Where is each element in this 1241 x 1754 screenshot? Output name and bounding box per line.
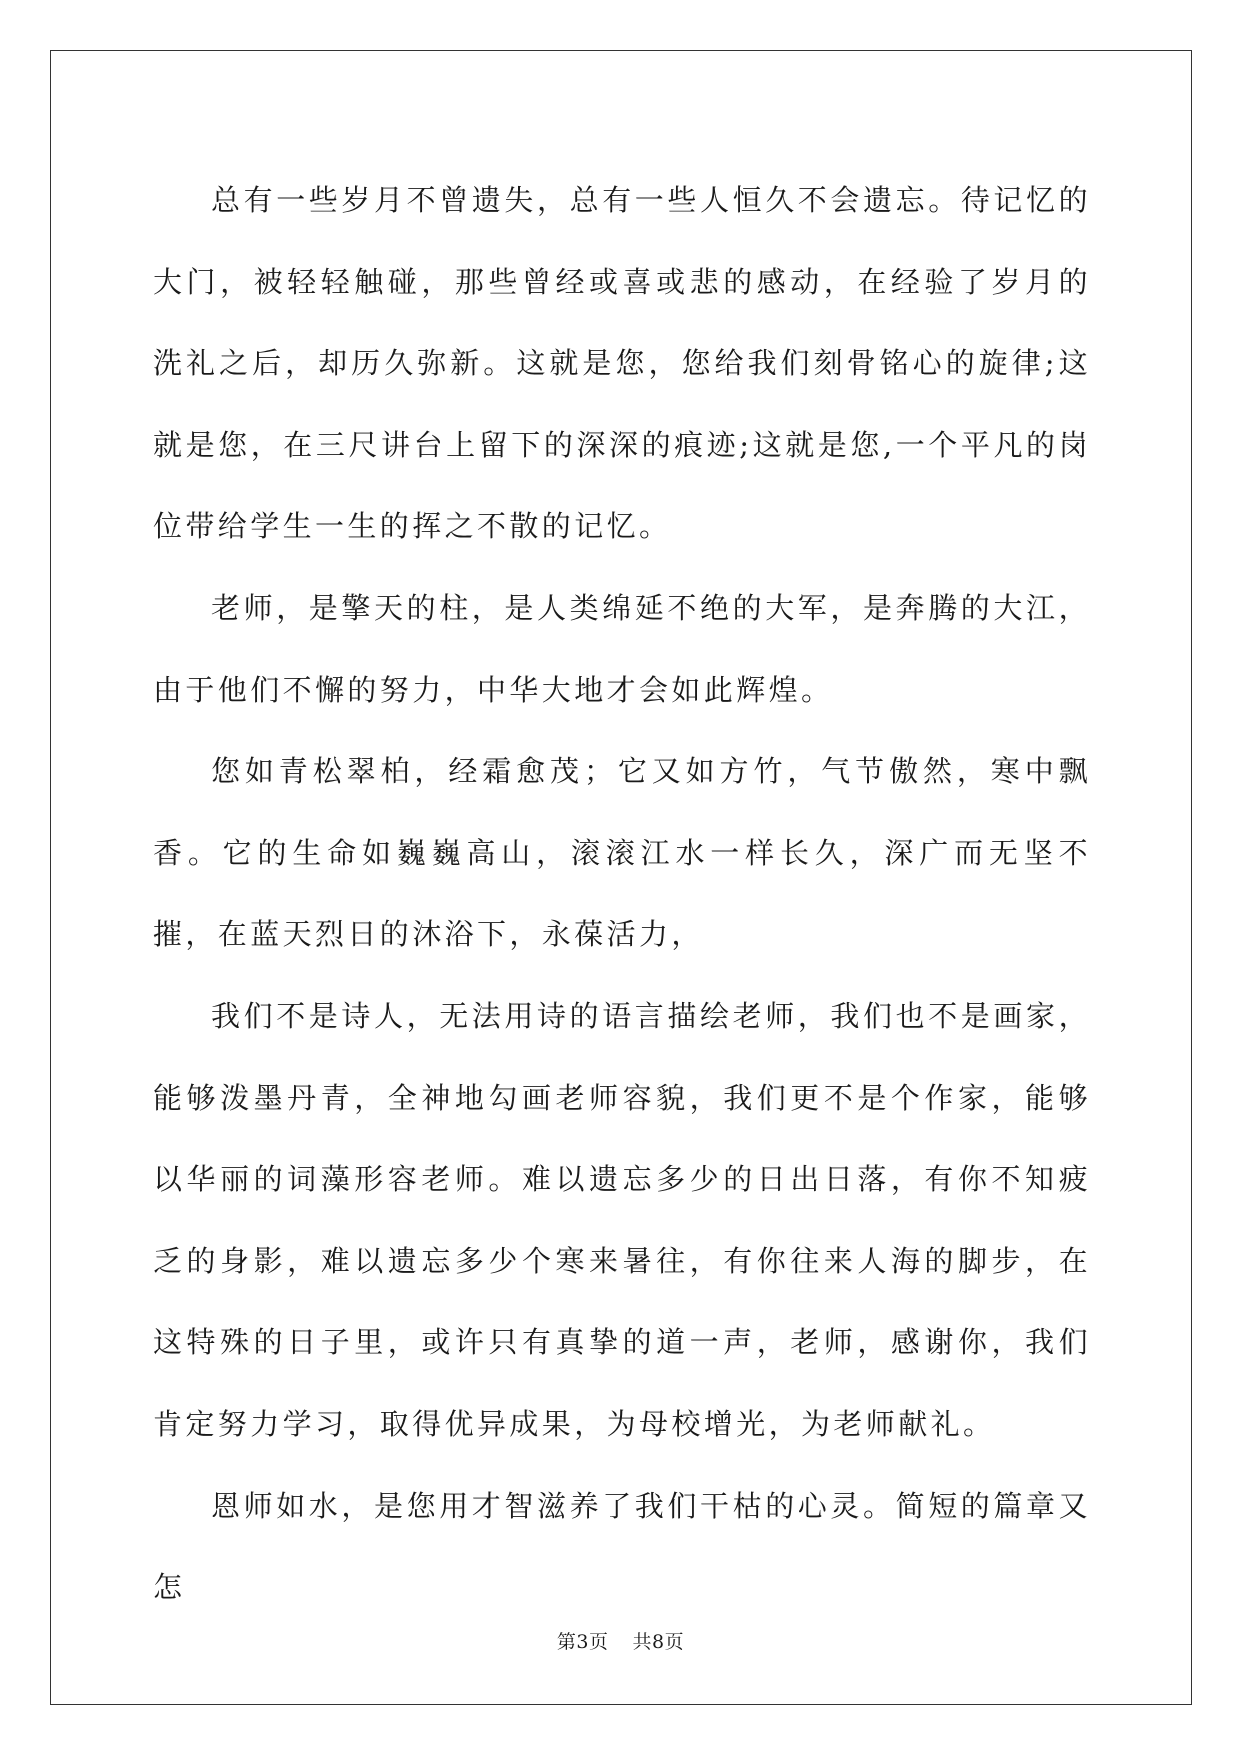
- paragraph: 总有一些岁月不曾遗失，总有一些人恒久不会遗忘。待记忆的大门，被轻轻触碰，那些曾经或喜或悲的感动，在经验了岁月的洗礼之后，却历久弥新。这就是您，您给我们刻骨铭心的旋律;这就是您，在三尺讲台上留下的深深的痕迹;这就是您,一个平凡的岗位带给学生一生的挥之不散的记忆。: [153, 183, 1091, 544]
- document-body: [153, 160, 1091, 1629]
- paragraph: 我们不是诗人，无法用诗的语言描绘老师，我们也不是画家，能够泼墨丹青，全神地勾画老师容貌，我们更不是个作家，能够以华丽的词藻形容老师。难以遗忘多少的日出日落，有你不知疲乏的身影，难以遗忘多少个寒来暑往，有你往来人海的脚步，在这特殊的日子里，或许只有真挚的道一声，老师，感谢你，我们肯定努力学习，取得优异成果，为母校增光，为老师献礼。: [153, 998, 1091, 1441]
- paragraph: 您如青松翠柏，经霜愈茂；它又如方竹，气节傲然，寒中飘香。它的生命如巍巍高山，滚滚江水一样长久，深广而无坚不摧，在蓝天烈日的沐浴下，永葆活力，: [153, 754, 1091, 952]
- page-total: 共8页: [632, 1631, 685, 1653]
- page-number: 第3页: [556, 1631, 609, 1653]
- paragraph: 老师，是擎天的柱，是人类绵延不绝的大军，是奔腾的大江，由于他们不懈的努力，中华大地才会如此辉煌。: [153, 590, 1091, 707]
- paragraph: 恩师如水，是您用才智滋养了我们干枯的心灵。简短的篇章又怎: [153, 1488, 1091, 1605]
- page-footer: [0, 1630, 1241, 1654]
